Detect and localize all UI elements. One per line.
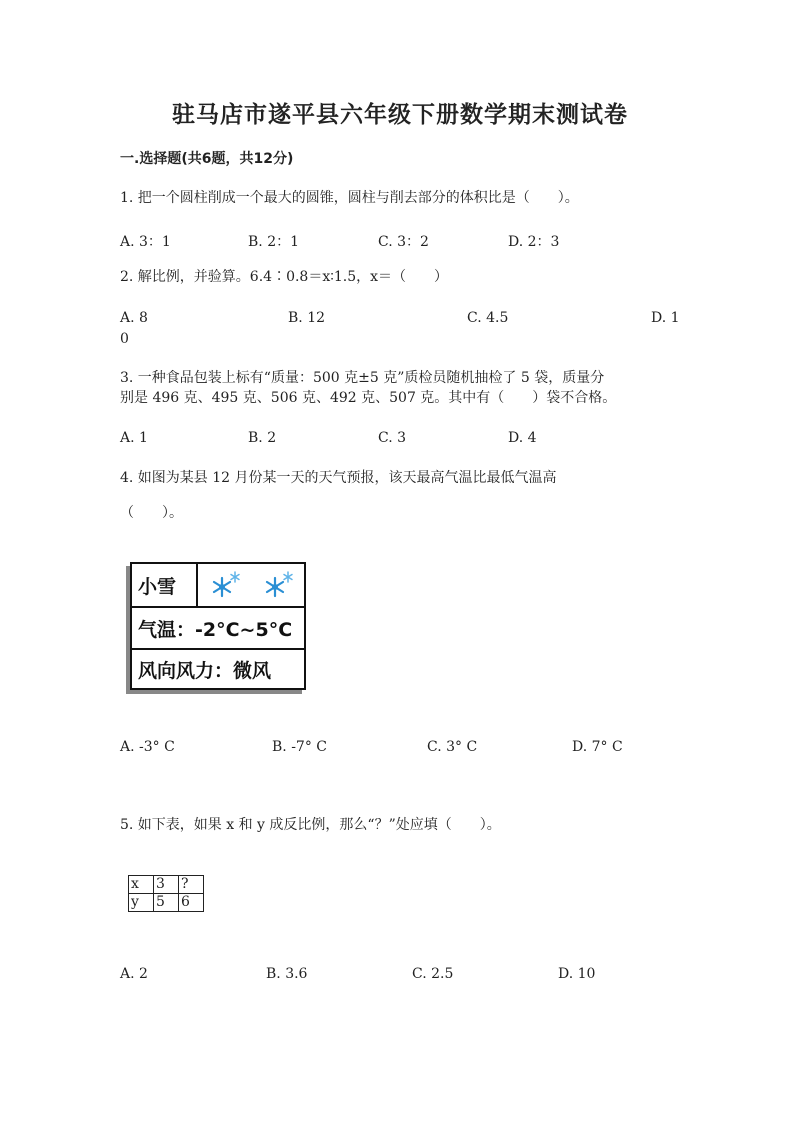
weather-forecast-card — [130, 562, 306, 690]
table-row — [129, 876, 204, 894]
question-3-line-1: 3. 一种食品包装上标有“质量：500 克±5 克”质检员随机抽检了 5 袋，质量分 — [120, 370, 605, 386]
q2-option-d-wrap: 0 — [120, 331, 129, 347]
table-cell: 6 — [179, 894, 204, 912]
question-4-line-1: 4. 如图为某县 12 月份某一天的天气预报，该天最高气温比最低气温高 — [120, 470, 557, 486]
question-1: 1. 把一个圆柱削成一个最大的圆锥，圆柱与削去部分的体积比是（ ）。 — [120, 190, 579, 206]
table-row — [129, 894, 204, 912]
question-4-line-2: （ ）。 — [120, 505, 183, 521]
snowflake-icon — [261, 570, 295, 600]
weather-icons — [198, 564, 304, 606]
q3-option-a[interactable]: A. 1 — [120, 430, 148, 446]
weather-condition-row — [132, 564, 304, 608]
q4-option-d[interactable]: D. 7° C — [572, 739, 623, 755]
section-heading: 一.选择题(共6题，共12分) — [120, 151, 294, 167]
q4-option-c[interactable]: C. 3° C — [427, 739, 478, 755]
question-2: 2. 解比例，并验算。6.4∶0.8＝x∶1.5，x＝（ ） — [120, 269, 449, 285]
table-cell: y — [129, 894, 154, 912]
table-cell: x — [129, 876, 154, 894]
q2-option-d[interactable]: D. 1 — [651, 310, 680, 326]
question-3-line-2: 别是 496 克、495 克、506 克、492 克、507 克。其中有（ ）袋不合格。 — [120, 390, 617, 406]
q3-option-b[interactable]: B. 2 — [248, 430, 277, 446]
q5-option-b[interactable]: B. 3.6 — [266, 966, 308, 982]
question-5: 5. 如下表，如果 x 和 y 成反比例，那么“？”处应填（ ）。 — [120, 817, 501, 833]
table-cell: 5 — [154, 894, 179, 912]
q2-option-b[interactable]: B. 12 — [288, 310, 326, 326]
page-title: 驻马店市遂平县六年级下册数学期末测试卷 — [172, 102, 628, 128]
q2-option-c[interactable]: C. 4.5 — [467, 310, 509, 326]
q3-option-c[interactable]: C. 3 — [378, 430, 407, 446]
table-cell: 3 — [154, 876, 179, 894]
q1-option-b[interactable]: B. 2：1 — [248, 234, 300, 250]
weather-condition: 小雪 — [138, 564, 198, 606]
q4-option-a[interactable]: A. -3° C — [120, 739, 175, 755]
q1-option-a[interactable]: A. 3：1 — [120, 234, 171, 250]
table-cell: ? — [179, 876, 204, 894]
q2-option-a[interactable]: A. 8 — [120, 310, 148, 326]
q3-option-d[interactable]: D. 4 — [508, 430, 537, 446]
q1-option-d[interactable]: D. 2：3 — [508, 234, 560, 250]
q1-option-c[interactable]: C. 3：2 — [378, 234, 429, 250]
weather-wind-row — [132, 650, 304, 688]
weather-temp-row — [132, 608, 304, 650]
q4-option-b[interactable]: B. -7° C — [272, 739, 327, 755]
q5-option-d[interactable]: D. 10 — [558, 966, 596, 982]
snowflake-icon — [208, 570, 242, 600]
weather-wind: 风向风力：微风 — [138, 659, 272, 682]
xy-table — [128, 875, 204, 912]
q5-option-c[interactable]: C. 2.5 — [412, 966, 454, 982]
q5-option-a[interactable]: A. 2 — [120, 966, 148, 982]
weather-temperature: 气温：-2°C~5°C — [138, 618, 293, 641]
